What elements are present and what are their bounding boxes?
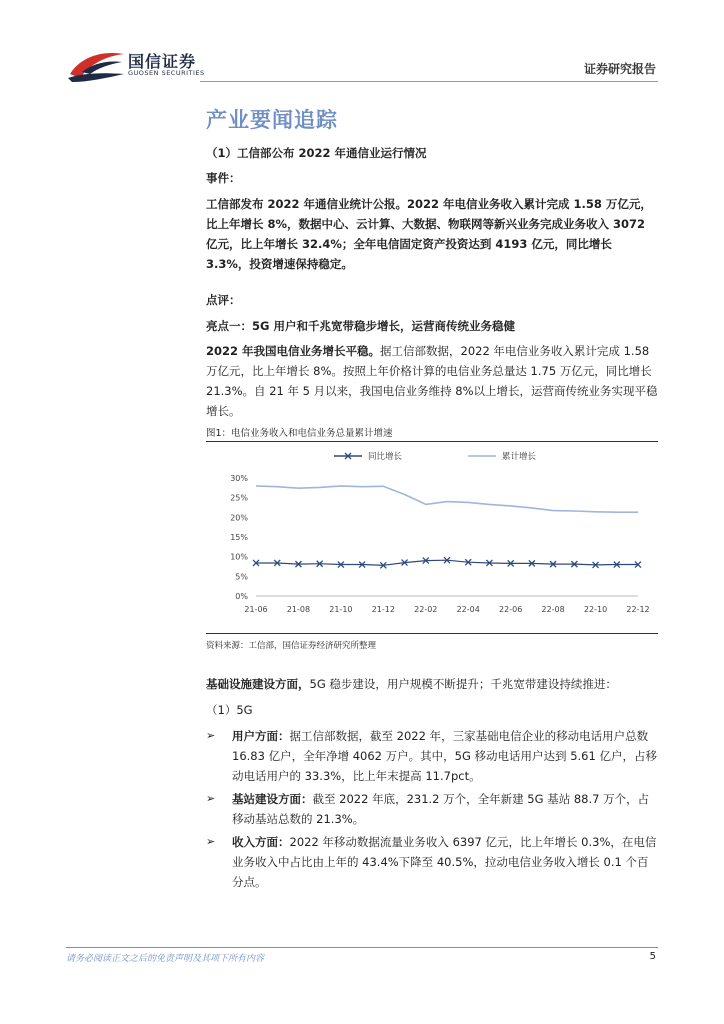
x-tick-label: 22-02 (414, 605, 438, 614)
bullet-arrow-icon: ➢ (206, 729, 216, 742)
footer-divider (66, 947, 658, 948)
growth-line-chart (206, 444, 658, 630)
event-text: 工信部发布 2022 年通信业统计公报。2022 年电信业务收入累计完成 1.58 万亿元，比上年增长 8%，数据中心、云计算、大数据、物联网等新兴业务完成业务收入 3072 亿元，比上年增长 32.4%；全年电信固定资产投资达到 4193 亿元，同比增长 3.3%，投资增速保持稳定。 (206, 197, 652, 271)
highlight-heading: 亮点一：5G 用户和千兆宽带稳步增长，运营商传统业务稳健 (206, 319, 515, 333)
footer-disclaimer: 请务必阅读正文之后的免责声明及其项下所有内容 (66, 954, 265, 964)
x-tick-label: 22-08 (541, 605, 565, 614)
infra-subheading: （1）5G (206, 703, 253, 717)
guosen-logo-mark-icon (66, 44, 126, 84)
comment-label: 点评： (206, 293, 241, 307)
figure-top-rule (206, 441, 658, 442)
section-title: 产业要闻追踪 (206, 108, 338, 132)
y-tick-label: 5% (235, 572, 248, 582)
page-number: 5 (649, 951, 656, 962)
y-tick-label: 30% (230, 474, 248, 483)
growth-paragraph-lead: 2022 年我国电信业务增长平稳。 (206, 344, 381, 358)
x-tick-label: 21-10 (329, 605, 353, 614)
y-tick-label: 0% (235, 592, 248, 601)
event-heading: （1）工信部公布 2022 年通信业运行情况 (206, 146, 427, 160)
bullet-base-stations-body: 截至 2022 年底，231.2 万个，全年新建 5G 基站 88.7 万个，占移动基站总数的 21.3%。 (232, 792, 650, 826)
growth-paragraph-body: 据工信部数据，2022 年电信业务收入累计完成 1.58 万亿元，比上年增长 8%。按照上年价格计算的电信业务总量达 1.75 万亿元，同比增长 21.3%。自 21 年 5 月以来，我国电信业务维持 8%以上增长，运营商传统业务实现平稳增长。 (206, 344, 658, 418)
report-type-label: 证券研究报告 (583, 62, 656, 76)
event-label: 事件： (206, 171, 241, 185)
x-tick-label: 21-08 (286, 605, 311, 614)
figure-source: 资料来源：工信部，国信证券经济研究所整理 (206, 641, 377, 651)
x-tick-label: 21-12 (371, 605, 395, 614)
figure-caption: 图1：电信业务收入和电信业务总量累计增速 (206, 428, 393, 439)
bullet-revenue-text (232, 832, 658, 892)
bullet-revenue-body: 2022 年移动数据流量业务收入 6397 亿元，比上年增长 0.3%，在电信业务收入中占比由上年的 43.4%下降至 40.5%，拉动电信业务收入增长 0.1 个百分点。 (232, 835, 657, 889)
page-header (0, 0, 724, 90)
y-tick-label: 15% (230, 533, 248, 542)
x-tick-label: 22-06 (499, 605, 523, 614)
infra-body: 5G 稳步建设，用户规模不断提升；千兆宽带建设持续推进： (309, 677, 617, 691)
series-line-cumulative (256, 486, 638, 512)
header-divider (200, 81, 658, 82)
infra-lead: 基础设施建设方面， (206, 677, 310, 691)
infra-paragraph (206, 674, 658, 694)
bullet-revenue-lead: 收入方面： (232, 835, 290, 849)
x-tick-label: 21-06 (244, 605, 268, 614)
bullet-base-stations-text (232, 789, 658, 829)
bullet-users-body: 据工信部数据，截至 2022 年，三家基础电信企业的移动电话用户总数 16.83 亿户，全年净增 4062 万户。其中，5G 移动电话用户达到 5.61 亿户，占移动电话用户的 33.3%，比上年末提高 11.7pct。 (232, 729, 657, 783)
legend-label: 累计增长 (502, 452, 537, 462)
logo-english-text: GUOSEN SECURITIES (128, 69, 205, 77)
logo-chinese-text: 国信证券 (128, 52, 197, 71)
x-tick-label: 22-12 (626, 605, 650, 614)
y-tick-label: 20% (230, 513, 248, 523)
figure-bottom-rule (206, 633, 658, 634)
y-tick-label: 10% (230, 552, 248, 562)
growth-paragraph (206, 341, 658, 421)
bullet-users-text (232, 726, 658, 786)
guosen-logo (66, 44, 216, 84)
bullet-arrow-icon: ➢ (206, 792, 216, 805)
legend-label: 同比增长 (368, 452, 403, 462)
y-tick-label: 25% (230, 493, 248, 503)
bullet-users-lead: 用户方面： (232, 729, 290, 743)
x-tick-label: 22-04 (456, 605, 480, 614)
bullet-base-stations-lead: 基站建设方面： (232, 792, 313, 806)
bullet-arrow-icon: ➢ (206, 835, 216, 848)
x-tick-label: 22-10 (583, 605, 608, 614)
